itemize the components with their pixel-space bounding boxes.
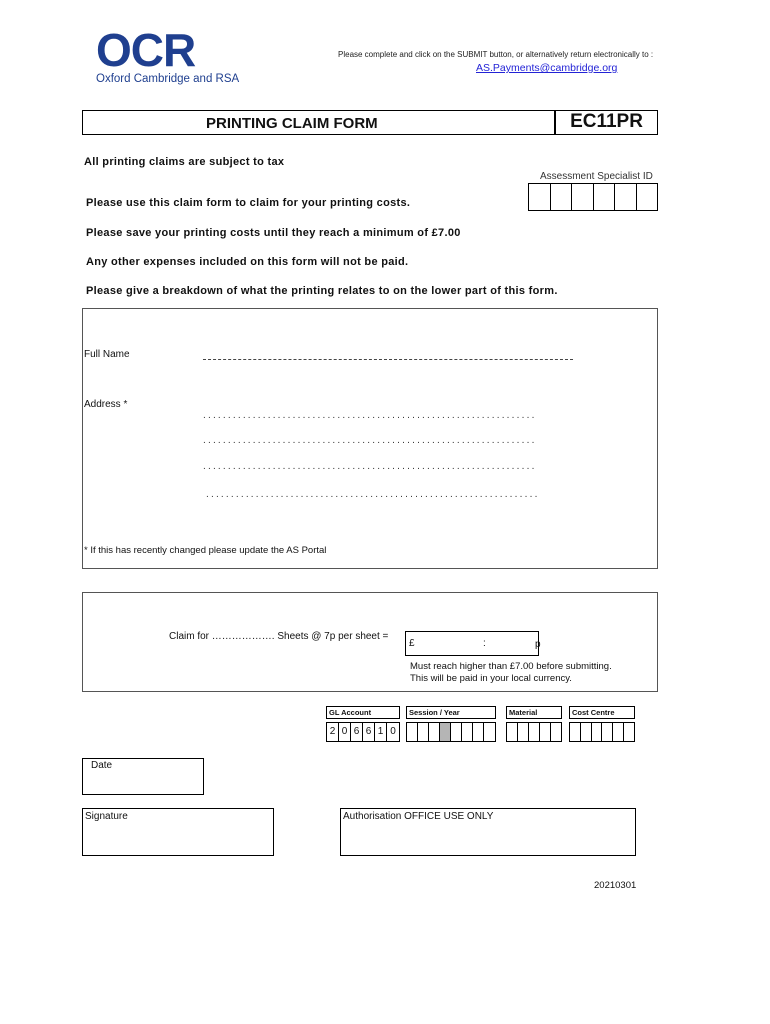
currency-note: This will be paid in your local currency.: [410, 673, 572, 684]
email-link[interactable]: AS.Payments@cambridge.org: [476, 62, 618, 74]
session-divider-cell: [440, 723, 451, 741]
logo-main-text: OCR: [96, 24, 196, 76]
gl-account-digits: [326, 722, 400, 742]
gl-digit: 2: [327, 723, 339, 741]
cost-centre-header: [569, 706, 635, 719]
form-code: EC11PR: [555, 110, 658, 135]
gl-digit: 0: [339, 723, 351, 741]
assessment-id-label: Assessment Specialist ID: [540, 171, 653, 182]
full-name-field[interactable]: [203, 359, 573, 360]
material-cell[interactable]: [529, 723, 540, 741]
session-cell[interactable]: [484, 723, 495, 741]
date-label: Date: [91, 760, 113, 771]
pence-symbol: p: [535, 639, 541, 650]
full-name-label: Full Name: [84, 349, 130, 360]
instruction-line-4: Please give a breakdown of what the printing relates to on the lower part of this form.: [86, 285, 558, 297]
signature-label: Signature: [85, 811, 128, 822]
gl-account-header: [326, 706, 400, 719]
authorisation-label: Authorisation OFFICE USE ONLY: [343, 811, 494, 822]
ocr-logo: [96, 24, 246, 85]
instruction-line-2: Please save your printing costs until they reach a minimum of £7.00: [86, 227, 461, 239]
id-digit-cell[interactable]: [551, 184, 573, 210]
material-cell[interactable]: [518, 723, 529, 741]
session-year-header: [406, 706, 496, 719]
material-input[interactable]: [506, 722, 562, 742]
session-cell[interactable]: [473, 723, 484, 741]
gl-digit: 6: [363, 723, 375, 741]
id-digit-cell[interactable]: [594, 184, 616, 210]
claim-calculation: Claim for ………………. Sheets @ 7p per sheet =: [169, 631, 389, 642]
session-year-input[interactable]: [406, 722, 496, 742]
id-digit-cell[interactable]: [572, 184, 594, 210]
cost-centre-cell[interactable]: [624, 723, 634, 741]
tax-note: All printing claims are subject to tax: [84, 156, 285, 168]
id-digit-cell[interactable]: [529, 184, 551, 210]
session-cell[interactable]: [429, 723, 440, 741]
cost-centre-cell[interactable]: [570, 723, 581, 741]
id-digit-cell[interactable]: [637, 184, 658, 210]
address-line-4[interactable]: ...................................................................: [206, 489, 540, 500]
cost-centre-input[interactable]: [569, 722, 635, 742]
assessment-id-input[interactable]: [528, 183, 658, 211]
claim-amount-box[interactable]: [405, 631, 539, 656]
currency-symbol: £: [409, 638, 415, 649]
instruction-line-1: Please use this claim form to claim for your printing costs.: [86, 197, 411, 209]
session-cell[interactable]: [451, 723, 462, 741]
id-digit-cell[interactable]: [615, 184, 637, 210]
session-cell[interactable]: [407, 723, 418, 741]
cost-centre-label: Cost Centre: [572, 708, 615, 717]
material-cell[interactable]: [507, 723, 518, 741]
submit-instruction: Please complete and click on the SUBMIT button, or alternatively return electronically to :: [338, 50, 654, 59]
cost-centre-cell[interactable]: [613, 723, 624, 741]
minimum-note: Must reach higher than £7.00 before submitting.: [410, 661, 612, 672]
address-line-2[interactable]: ...................................................................: [203, 435, 537, 446]
form-title: PRINTING CLAIM FORM: [206, 115, 378, 132]
address-update-note: * If this has recently changed please update the AS Portal: [84, 545, 327, 556]
instruction-line-3: Any other expenses included on this form will not be paid.: [86, 256, 409, 268]
address-line-1[interactable]: ...................................................................: [203, 410, 537, 421]
logo-sub-text: Oxford Cambridge and RSA: [96, 73, 240, 85]
gl-digit: 6: [351, 723, 363, 741]
authorisation-box: [340, 808, 636, 856]
amount-separator: :: [483, 638, 486, 649]
material-cell[interactable]: [551, 723, 561, 741]
date-field[interactable]: [82, 758, 204, 795]
signature-field[interactable]: [82, 808, 274, 856]
material-header: [506, 706, 562, 719]
session-cell[interactable]: [418, 723, 429, 741]
cost-centre-cell[interactable]: [602, 723, 613, 741]
address-label: Address *: [84, 399, 128, 410]
gl-account-label: GL Account: [329, 708, 372, 717]
cost-centre-cell[interactable]: [592, 723, 603, 741]
gl-digit: 0: [390, 726, 396, 737]
material-label: Material: [509, 708, 538, 717]
session-year-label: Session / Year: [409, 708, 460, 717]
session-cell[interactable]: [462, 723, 473, 741]
address-line-3[interactable]: ...................................................................: [203, 461, 537, 472]
cost-centre-cell[interactable]: [581, 723, 592, 741]
material-cell[interactable]: [540, 723, 551, 741]
gl-digit: 1: [375, 723, 387, 741]
form-version: 20210301: [594, 880, 637, 891]
